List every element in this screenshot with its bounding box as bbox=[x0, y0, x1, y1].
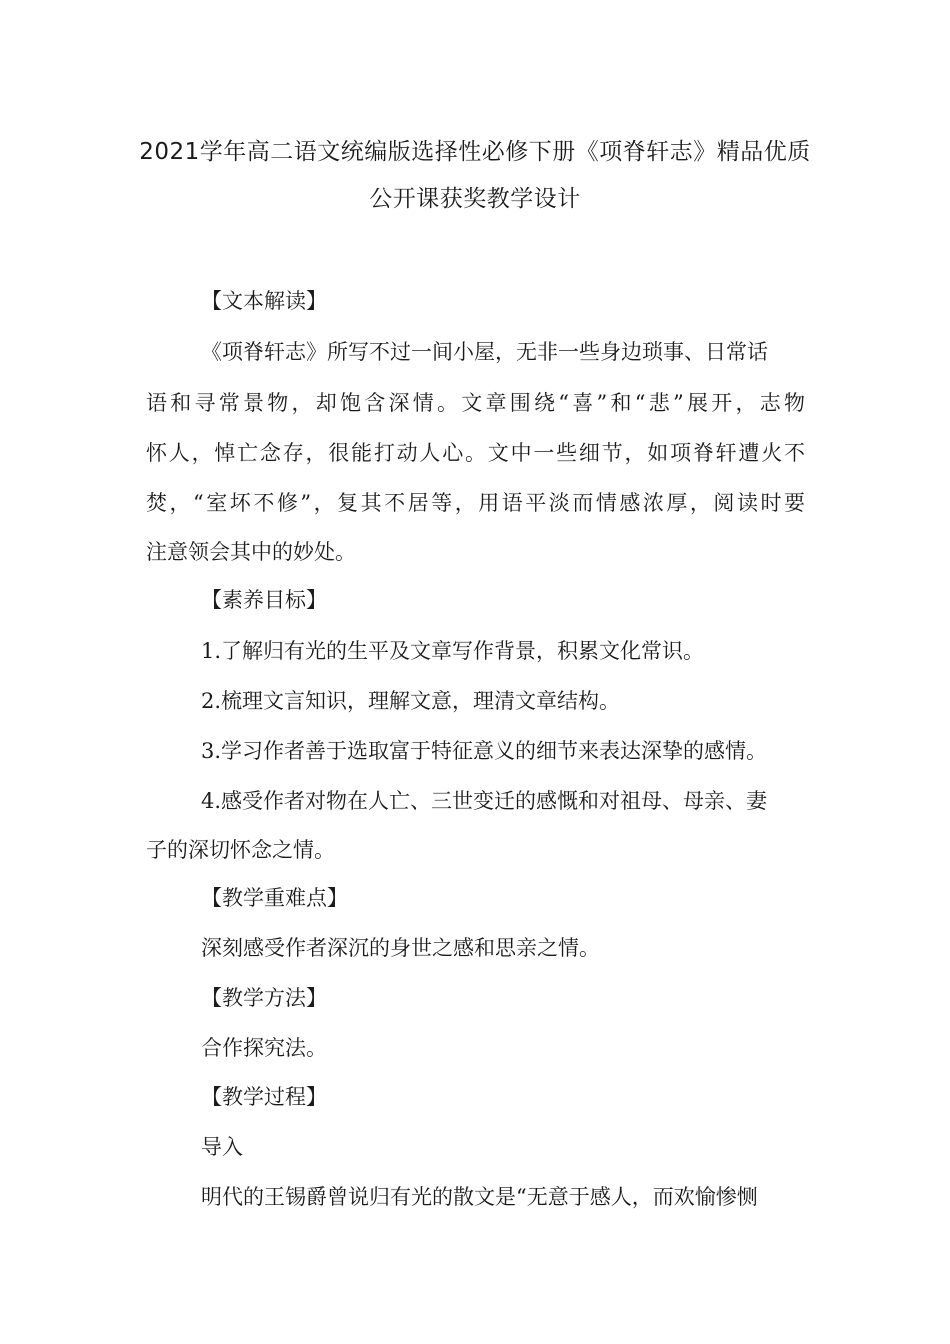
method-text: 合作探究法。 bbox=[201, 1036, 327, 1060]
document-title-line-2: 公开课获奖教学设计 bbox=[369, 186, 581, 212]
key-points-text: 深刻感受作者深沉的身世之感和思亲之情。 bbox=[201, 936, 600, 960]
goal-item-3: 3.学习作者善于选取富于特征意义的细节来表达深挚的感情。 bbox=[201, 739, 768, 763]
section-heading-text-reading: 【文本解读】 bbox=[201, 289, 327, 313]
document-title-line-1: 2021学年高二语文统编版选择性必修下册《项脊轩志》精品优质 bbox=[139, 139, 811, 165]
goal-item-1: 1.了解归有光的生平及文章写作背景，积累文化常识。 bbox=[201, 639, 705, 663]
text-reading-line-2: 语和寻常景物，却饱含深情。文章围绕“喜”和“悲”展开，志物 bbox=[146, 391, 805, 415]
text-reading-line-4: 焚，“室坏不修”，复其不居等，用语平淡而情感浓厚，阅读时要 bbox=[146, 491, 805, 515]
goal-item-2: 2.梳理文言知识，理解文意，理清文章结构。 bbox=[201, 689, 621, 713]
text-reading-line-1: 《项脊轩志》所写不过一间小屋，无非一些身边琐事、日常话 bbox=[201, 340, 768, 364]
section-heading-key-points: 【教学重难点】 bbox=[201, 886, 348, 910]
section-heading-process: 【教学过程】 bbox=[201, 1085, 327, 1109]
section-heading-goals: 【素养目标】 bbox=[201, 588, 327, 612]
process-intro-line-1: 明代的王锡爵曾说归有光的散文是“无意于感人，而欢愉惨恻 bbox=[201, 1185, 758, 1209]
goal-item-4-continuation: 子的深切怀念之情。 bbox=[146, 838, 335, 862]
goal-item-4: 4.感受作者对物在人亡、三世变迁的感慨和对祖母、母亲、妻 bbox=[201, 789, 768, 813]
text-reading-line-3: 怀人，悼亡念存，很能打动人心。文中一些细节，如项脊轩遭火不 bbox=[146, 441, 805, 465]
section-heading-method: 【教学方法】 bbox=[201, 986, 327, 1010]
process-intro-label: 导入 bbox=[201, 1135, 243, 1159]
text-reading-line-5: 注意领会其中的妙处。 bbox=[146, 540, 356, 564]
